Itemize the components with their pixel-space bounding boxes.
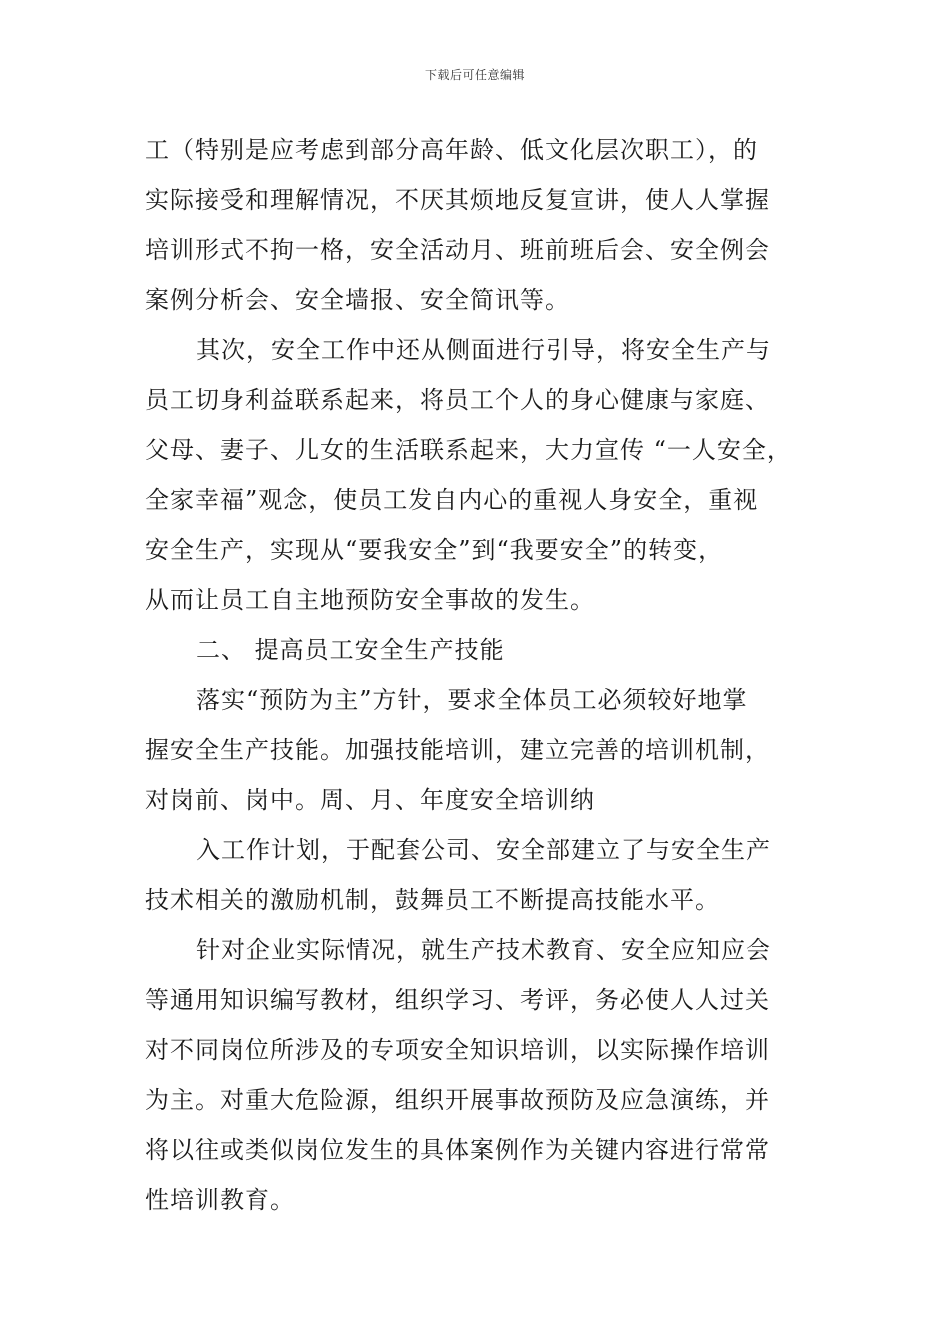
- text-line: 对不同岗位所涉及的专项安全知识培训，以实际操作培训: [145, 1036, 770, 1064]
- text-line: 针对企业实际情况，就生产技术教育、安全应知应会: [196, 936, 771, 964]
- section-heading: 二、 提高员工安全生产技能: [196, 636, 505, 664]
- text-line: 案例分析会、安全墙报、安全简讯等。: [145, 286, 570, 314]
- text-line: 父母、妻子、儿女的生活联系起来，大力宣传 “一人安全，: [145, 436, 792, 464]
- text-line: 安全生产，实现从“要我安全”到“我要安全”的转变，: [145, 536, 724, 564]
- text-line: 对岗前、岗中。周、月、年度安全培训纳: [145, 786, 595, 814]
- text-line: 工（特别是应考虑到部分高年龄、低文化层次职工），的: [145, 136, 758, 164]
- text-line: 全家幸福”观念，使员工发自内心的重视人身安全，重视: [145, 486, 759, 514]
- page-header: 下载后可任意编辑: [424, 68, 525, 82]
- text-line: 其次，安全工作中还从侧面进行引导，将安全生产与: [196, 336, 771, 364]
- text-line: 培训形式不拘一格，安全活动月、班前班后会、安全例会: [145, 236, 770, 264]
- text-line: 从而让员工自主地预防安全事故的发生。: [145, 586, 595, 614]
- text-line: 为主。对重大危险源，组织开展事故预防及应急演练，并: [145, 1086, 770, 1114]
- text-line: 将以往或类似岗位发生的具体案例作为关键内容进行常常: [145, 1136, 770, 1164]
- text-line: 实际接受和理解情况，不厌其烦地反复宣讲，使人人掌握: [145, 186, 770, 214]
- text-line: 员工切身利益联系起来，将员工个人的身心健康与家庭、: [145, 386, 770, 414]
- text-line: 落实“预防为主”方针，要求全体员工必须较好地掌: [196, 686, 748, 714]
- text-line: 入工作计划，于配套公司、安全部建立了与安全生产: [196, 836, 771, 864]
- text-line: 握安全生产技能。加强技能培训，建立完善的培训机制，: [145, 736, 770, 764]
- text-line: 等通用知识编写教材，组织学习、考评，务必使人人过关: [145, 986, 770, 1014]
- text-line: 技术相关的激励机制，鼓舞员工不断提高技能水平。: [145, 886, 720, 914]
- text-line: 性培训教育。: [145, 1186, 295, 1214]
